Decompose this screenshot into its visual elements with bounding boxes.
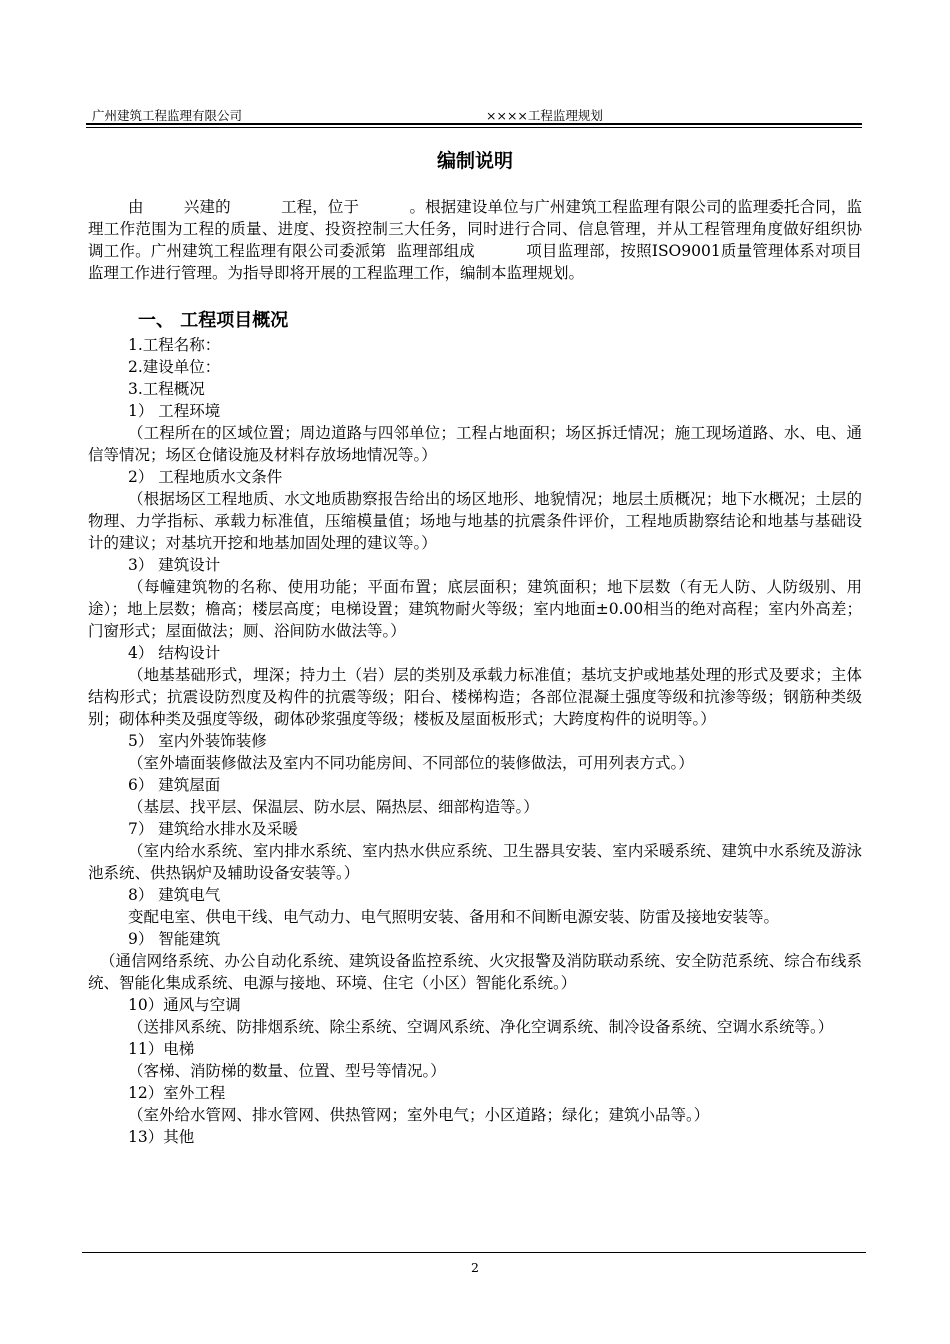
header-doc-title: ××××工程监理规划 <box>486 108 603 123</box>
sub-description: （通信网络系统、办公自动化系统、建筑设备监控系统、火灾报警及消防联动系统、安全防范系统、综合布线系统、智能化集成系统、电源与接地、环境、住宅（小区）智能化系统。） <box>88 952 862 992</box>
sub-heading: 13）其他 <box>128 1128 195 1146</box>
sub-description: （地基基础形式，埋深；持力土（岩）层的类别及承载力标准值；基坑支护或地基处理的形式及要求；主体结构形式；抗震设防烈度及构件的抗震等级；阳台、楼梯构造；各部位混凝土强度等级和抗渗等级；钢筋种类级别；砌体种类及强度等级，砌体砂浆强度等级；楼板及屋面板形式；大跨度构件的说明等。） <box>88 666 862 728</box>
sub-heading: 6） 建筑屋面 <box>128 776 221 794</box>
header-rule-thick <box>86 123 862 125</box>
page-number: 2 <box>471 1260 479 1275</box>
sub-description: 变配电室、供电干线、电气动力、电气照明安装、备用和不间断电源安装、防雷及接地安装等。 <box>128 908 780 926</box>
page-header <box>86 104 862 124</box>
sub-heading: 2） 工程地质水文条件 <box>128 468 283 486</box>
sub-heading: 5） 室内外装饰装修 <box>128 732 267 750</box>
sub-heading: 9） 智能建筑 <box>128 930 221 948</box>
sub-description: （基层、找平层、保温层、防水层、隔热层、细部构造等。） <box>128 798 539 816</box>
document-body <box>88 196 862 1148</box>
sub-heading: 11）电梯 <box>128 1040 195 1058</box>
sub-heading: 8） 建筑电气 <box>128 886 221 904</box>
sub-description: （根据场区工程地质、水文地质勘察报告给出的场区地形、地貌情况；地层土质概况；地下水概况；土层的物理、力学指标、承载力标准值，压缩模量值；场地与地基的抗震条件评价，工程地质勘察结论和地基与基础设计的建议；对基坑开挖和地基加固处理的建议等。） <box>88 490 862 552</box>
sub-heading: 10）通风与空调 <box>128 996 241 1014</box>
sub-description: （工程所在的区域位置；周边道路与四邻单位；工程占地面积；场区拆迁情况；施工现场道路、水、电、通信等情况；场区仓储设施及材料存放场地情况等。） <box>88 424 862 464</box>
intro-paragraph: 由 兴建的 工程，位于 。根据建设单位与广州建筑工程监理有限公司的监理委托合同，监理工作范围为工程的质量、进度、投资控制三大任务，同时进行合同、信息管理，并从工程管理角度做好组织协调工作。广州建筑工程监理有限公司委派第 监理部组成 项目监理部，按照ISO9001质量管理体系对项目监理工作进行管理。为指导即将开展的工程监理工作，编制本监理规划。 <box>88 198 862 282</box>
sub-heading: 12）室外工程 <box>128 1084 226 1102</box>
sub-heading: 1） 工程环境 <box>128 402 221 420</box>
item-project-name: 1.工程名称： <box>128 336 221 354</box>
sub-heading: 7） 建筑给水排水及采暖 <box>128 820 298 838</box>
header-company: 广州建筑工程监理有限公司 <box>92 108 243 123</box>
sub-description: （客梯、消防梯的数量、位置、型号等情况。） <box>128 1062 446 1080</box>
sub-heading: 3） 建筑设计 <box>128 556 221 574</box>
sub-description: （送排风系统、防排烟系统、除尘系统、空调风系统、净化空调系统、制冷设备系统、空调水系统等。） <box>128 1018 834 1036</box>
section-heading: 一、 工程项目概况 <box>138 310 289 331</box>
item-overview: 3.工程概况 <box>128 380 205 398</box>
sub-description: （室内给水系统、室内排水系统、室内热水供应系统、卫生器具安装、室内采暖系统、建筑中水系统及游泳池系统、供热锅炉及辅助设备安装等。） <box>88 842 862 882</box>
page-title: 编制说明 <box>436 150 513 172</box>
header-rule-thin <box>86 127 862 128</box>
footer-rule <box>82 1252 866 1253</box>
sub-description: （室外墙面装修做法及室内不同功能房间、不同部位的装修做法，可用列表方式。） <box>128 754 694 772</box>
sub-description: （每幢建筑物的名称、使用功能；平面布置；底层面积；建筑面积；地下层数（有无人防、人防级别、用途）；地上层数；檐高；楼层高度；电梯设置；建筑物耐火等级；室内地面±0.00相当的绝对高程；室内外高差；门窗形式；屋面做法；厕、浴间防水做法等。） <box>88 578 862 640</box>
sub-description: （室外给水管网、排水管网、供热管网；室外电气；小区道路；绿化；建筑小品等。） <box>128 1106 710 1124</box>
sub-heading: 4） 结构设计 <box>128 644 221 662</box>
item-client: 2.建设单位： <box>128 358 221 376</box>
